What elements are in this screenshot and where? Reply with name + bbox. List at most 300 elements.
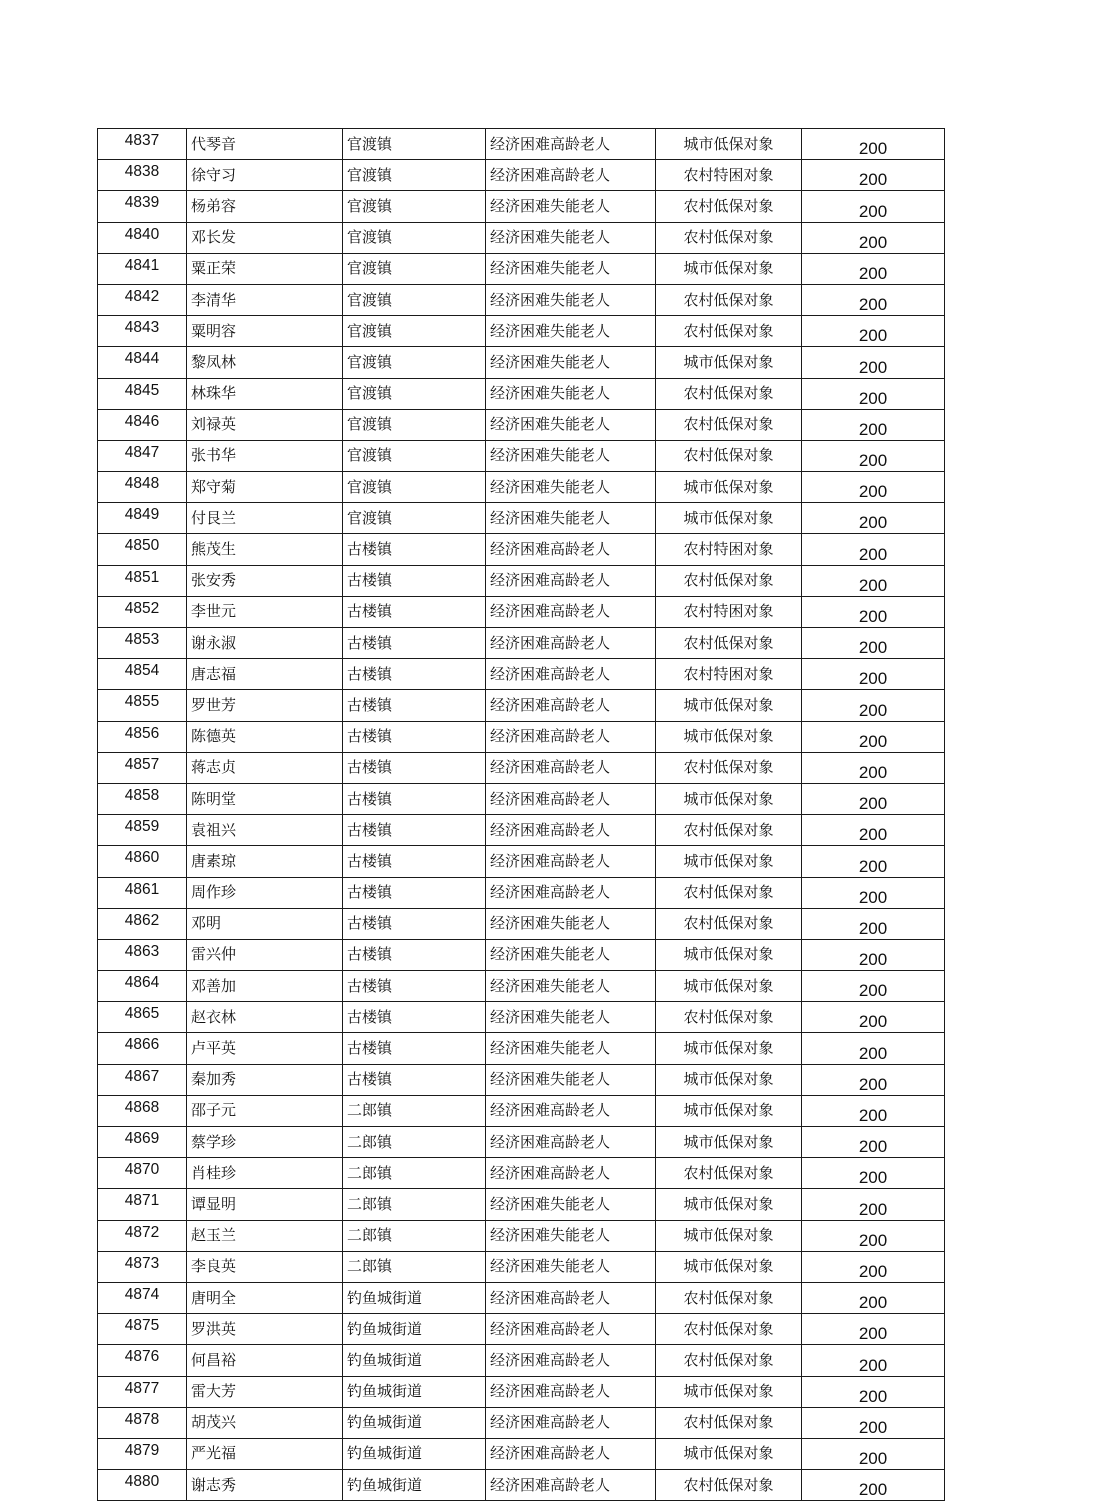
row-number-cell: 4870 [98, 1158, 187, 1189]
amount-cell: 200 [802, 1314, 945, 1345]
category-cell: 经济困难高龄老人 [486, 1407, 656, 1438]
category-cell: 经济困难高龄老人 [486, 877, 656, 908]
amount-cell: 200 [802, 1438, 945, 1469]
amount-cell: 200 [802, 877, 945, 908]
assistance-type-cell: 城市低保对象 [656, 253, 802, 284]
row-number-cell: 4857 [98, 752, 187, 783]
town-cell: 二郎镇 [343, 1158, 486, 1189]
town-cell: 古楼镇 [343, 971, 486, 1002]
table-row [98, 1251, 945, 1282]
table-row [98, 284, 945, 315]
row-number-cell: 4862 [98, 908, 187, 939]
assistance-type-cell: 农村低保对象 [656, 222, 802, 253]
person-name-cell: 唐素琼 [187, 846, 343, 877]
assistance-type-cell: 城市低保对象 [656, 129, 802, 160]
town-cell: 古楼镇 [343, 939, 486, 970]
amount-cell: 200 [802, 191, 945, 222]
row-number-cell: 4848 [98, 472, 187, 503]
assistance-type-cell: 城市低保对象 [656, 472, 802, 503]
amount-cell: 200 [802, 1251, 945, 1282]
person-name-cell: 邵子元 [187, 1095, 343, 1126]
amount-cell: 200 [802, 253, 945, 284]
table-row [98, 534, 945, 565]
row-number-cell: 4880 [98, 1470, 187, 1501]
category-cell: 经济困难失能老人 [486, 191, 656, 222]
assistance-type-cell: 农村低保对象 [656, 191, 802, 222]
table-row [98, 1314, 945, 1345]
category-cell: 经济困难失能老人 [486, 222, 656, 253]
town-cell: 二郎镇 [343, 1095, 486, 1126]
row-number-cell: 4863 [98, 939, 187, 970]
amount-cell: 200 [802, 690, 945, 721]
amount-cell: 200 [802, 1158, 945, 1189]
assistance-type-cell: 城市低保对象 [656, 846, 802, 877]
table-row [98, 347, 945, 378]
amount-cell: 200 [802, 815, 945, 846]
row-number-cell: 4853 [98, 628, 187, 659]
assistance-type-cell: 城市低保对象 [656, 690, 802, 721]
amount-cell: 200 [802, 503, 945, 534]
person-name-cell: 蒋志贞 [187, 752, 343, 783]
category-cell: 经济困难失能老人 [486, 378, 656, 409]
table-row [98, 222, 945, 253]
amount-cell: 200 [802, 1033, 945, 1064]
row-number-cell: 4844 [98, 347, 187, 378]
category-cell: 经济困难失能老人 [486, 1189, 656, 1220]
amount-cell: 200 [802, 222, 945, 253]
assistance-type-cell: 城市低保对象 [656, 1189, 802, 1220]
table-row [98, 815, 945, 846]
row-number-cell: 4869 [98, 1127, 187, 1158]
amount-cell: 200 [802, 1376, 945, 1407]
category-cell: 经济困难高龄老人 [486, 690, 656, 721]
table-body [98, 129, 945, 1501]
person-name-cell: 刘禄英 [187, 409, 343, 440]
category-cell: 经济困难高龄老人 [486, 783, 656, 814]
town-cell: 古楼镇 [343, 628, 486, 659]
town-cell: 钓鱼城街道 [343, 1345, 486, 1376]
category-cell: 经济困难失能老人 [486, 1064, 656, 1095]
table-row [98, 908, 945, 939]
category-cell: 经济困难失能老人 [486, 939, 656, 970]
category-cell: 经济困难高龄老人 [486, 534, 656, 565]
person-name-cell: 蔡学珍 [187, 1127, 343, 1158]
person-name-cell: 袁祖兴 [187, 815, 343, 846]
table-row [98, 1282, 945, 1313]
amount-cell: 200 [802, 939, 945, 970]
person-name-cell: 粟明容 [187, 316, 343, 347]
person-name-cell: 何昌裕 [187, 1345, 343, 1376]
town-cell: 古楼镇 [343, 659, 486, 690]
person-name-cell: 赵玉兰 [187, 1220, 343, 1251]
assistance-type-cell: 城市低保对象 [656, 1251, 802, 1282]
person-name-cell: 罗洪英 [187, 1314, 343, 1345]
assistance-type-cell: 农村低保对象 [656, 284, 802, 315]
row-number-cell: 4875 [98, 1314, 187, 1345]
row-number-cell: 4851 [98, 565, 187, 596]
amount-cell: 200 [802, 1189, 945, 1220]
table-row [98, 783, 945, 814]
table-row [98, 1407, 945, 1438]
town-cell: 钓鱼城街道 [343, 1438, 486, 1469]
assistance-type-cell: 农村特困对象 [656, 596, 802, 627]
person-name-cell: 邓善加 [187, 971, 343, 1002]
row-number-cell: 4876 [98, 1345, 187, 1376]
assistance-type-cell: 城市低保对象 [656, 503, 802, 534]
row-number-cell: 4837 [98, 129, 187, 160]
row-number-cell: 4858 [98, 783, 187, 814]
assistance-type-cell: 城市低保对象 [656, 1438, 802, 1469]
town-cell: 古楼镇 [343, 783, 486, 814]
table-row [98, 1064, 945, 1095]
amount-cell: 200 [802, 596, 945, 627]
row-number-cell: 4845 [98, 378, 187, 409]
assistance-type-cell: 城市低保对象 [656, 971, 802, 1002]
person-name-cell: 黎凤林 [187, 347, 343, 378]
row-number-cell: 4877 [98, 1376, 187, 1407]
category-cell: 经济困难高龄老人 [486, 1095, 656, 1126]
person-name-cell: 唐志福 [187, 659, 343, 690]
person-name-cell: 邓明 [187, 908, 343, 939]
category-cell: 经济困难失能老人 [486, 1251, 656, 1282]
person-name-cell: 秦加秀 [187, 1064, 343, 1095]
table-row [98, 1470, 945, 1501]
table-row [98, 877, 945, 908]
table-row [98, 503, 945, 534]
table-row [98, 1002, 945, 1033]
amount-cell: 200 [802, 846, 945, 877]
category-cell: 经济困难失能老人 [486, 409, 656, 440]
assistance-type-cell: 农村低保对象 [656, 565, 802, 596]
town-cell: 官渡镇 [343, 378, 486, 409]
table-row [98, 628, 945, 659]
amount-cell: 200 [802, 1095, 945, 1126]
person-name-cell: 陈德英 [187, 721, 343, 752]
category-cell: 经济困难高龄老人 [486, 1282, 656, 1313]
town-cell: 官渡镇 [343, 222, 486, 253]
row-number-cell: 4843 [98, 316, 187, 347]
person-name-cell: 雷兴仲 [187, 939, 343, 970]
town-cell: 官渡镇 [343, 440, 486, 471]
table-row [98, 690, 945, 721]
row-number-cell: 4872 [98, 1220, 187, 1251]
person-name-cell: 代琴音 [187, 129, 343, 160]
category-cell: 经济困难高龄老人 [486, 1438, 656, 1469]
person-name-cell: 胡茂兴 [187, 1407, 343, 1438]
amount-cell: 200 [802, 160, 945, 191]
assistance-type-cell: 农村特困对象 [656, 659, 802, 690]
row-number-cell: 4849 [98, 503, 187, 534]
amount-cell: 200 [802, 752, 945, 783]
row-number-cell: 4841 [98, 253, 187, 284]
town-cell: 官渡镇 [343, 347, 486, 378]
town-cell: 官渡镇 [343, 409, 486, 440]
row-number-cell: 4871 [98, 1189, 187, 1220]
row-number-cell: 4855 [98, 690, 187, 721]
category-cell: 经济困难高龄老人 [486, 565, 656, 596]
person-name-cell: 郑守菊 [187, 472, 343, 503]
assistance-type-cell: 农村低保对象 [656, 1314, 802, 1345]
assistance-type-cell: 农村低保对象 [656, 1345, 802, 1376]
person-name-cell: 谢志秀 [187, 1470, 343, 1501]
row-number-cell: 4868 [98, 1095, 187, 1126]
person-name-cell: 谢永淑 [187, 628, 343, 659]
town-cell: 钓鱼城街道 [343, 1282, 486, 1313]
person-name-cell: 卢平英 [187, 1033, 343, 1064]
town-cell: 古楼镇 [343, 1002, 486, 1033]
person-name-cell: 赵衣林 [187, 1002, 343, 1033]
category-cell: 经济困难失能老人 [486, 253, 656, 284]
category-cell: 经济困难高龄老人 [486, 1470, 656, 1501]
assistance-type-cell: 农村低保对象 [656, 1407, 802, 1438]
town-cell: 古楼镇 [343, 877, 486, 908]
table-row [98, 253, 945, 284]
table-row [98, 1345, 945, 1376]
row-number-cell: 4850 [98, 534, 187, 565]
amount-cell: 200 [802, 1345, 945, 1376]
amount-cell: 200 [802, 409, 945, 440]
amount-cell: 200 [802, 316, 945, 347]
town-cell: 古楼镇 [343, 721, 486, 752]
category-cell: 经济困难高龄老人 [486, 160, 656, 191]
category-cell: 经济困难失能老人 [486, 971, 656, 1002]
town-cell: 古楼镇 [343, 908, 486, 939]
assistance-type-cell: 农村低保对象 [656, 316, 802, 347]
category-cell: 经济困难高龄老人 [486, 752, 656, 783]
table-row [98, 378, 945, 409]
table-row [98, 1220, 945, 1251]
table-row [98, 752, 945, 783]
category-cell: 经济困难高龄老人 [486, 1158, 656, 1189]
category-cell: 经济困难高龄老人 [486, 1127, 656, 1158]
category-cell: 经济困难失能老人 [486, 1002, 656, 1033]
subsidy-table [97, 128, 945, 1501]
category-cell: 经济困难失能老人 [486, 1220, 656, 1251]
table-row [98, 160, 945, 191]
category-cell: 经济困难高龄老人 [486, 721, 656, 752]
amount-cell: 200 [802, 628, 945, 659]
row-number-cell: 4852 [98, 596, 187, 627]
row-number-cell: 4864 [98, 971, 187, 1002]
assistance-type-cell: 城市低保对象 [656, 1127, 802, 1158]
town-cell: 二郎镇 [343, 1220, 486, 1251]
row-number-cell: 4878 [98, 1407, 187, 1438]
person-name-cell: 周作珍 [187, 877, 343, 908]
assistance-type-cell: 农村低保对象 [656, 440, 802, 471]
table-row [98, 409, 945, 440]
amount-cell: 200 [802, 1002, 945, 1033]
person-name-cell: 严光福 [187, 1438, 343, 1469]
person-name-cell: 张书华 [187, 440, 343, 471]
town-cell: 二郎镇 [343, 1127, 486, 1158]
person-name-cell: 徐守习 [187, 160, 343, 191]
town-cell: 官渡镇 [343, 129, 486, 160]
row-number-cell: 4846 [98, 409, 187, 440]
amount-cell: 200 [802, 721, 945, 752]
category-cell: 经济困难高龄老人 [486, 596, 656, 627]
category-cell: 经济困难高龄老人 [486, 846, 656, 877]
category-cell: 经济困难失能老人 [486, 284, 656, 315]
town-cell: 古楼镇 [343, 534, 486, 565]
category-cell: 经济困难高龄老人 [486, 129, 656, 160]
row-number-cell: 4838 [98, 160, 187, 191]
assistance-type-cell: 农村低保对象 [656, 752, 802, 783]
town-cell: 二郎镇 [343, 1189, 486, 1220]
amount-cell: 200 [802, 284, 945, 315]
row-number-cell: 4867 [98, 1064, 187, 1095]
amount-cell: 200 [802, 783, 945, 814]
person-name-cell: 张安秀 [187, 565, 343, 596]
assistance-type-cell: 城市低保对象 [656, 347, 802, 378]
assistance-type-cell: 城市低保对象 [656, 1095, 802, 1126]
category-cell: 经济困难高龄老人 [486, 659, 656, 690]
table-row [98, 659, 945, 690]
amount-cell: 200 [802, 659, 945, 690]
person-name-cell: 肖桂珍 [187, 1158, 343, 1189]
town-cell: 古楼镇 [343, 815, 486, 846]
town-cell: 官渡镇 [343, 316, 486, 347]
category-cell: 经济困难高龄老人 [486, 1376, 656, 1407]
amount-cell: 200 [802, 347, 945, 378]
table-row [98, 846, 945, 877]
table-row [98, 565, 945, 596]
row-number-cell: 4859 [98, 815, 187, 846]
assistance-type-cell: 农村低保对象 [656, 1282, 802, 1313]
row-number-cell: 4861 [98, 877, 187, 908]
town-cell: 古楼镇 [343, 565, 486, 596]
person-name-cell: 雷大芳 [187, 1376, 343, 1407]
amount-cell: 200 [802, 472, 945, 503]
town-cell: 官渡镇 [343, 160, 486, 191]
assistance-type-cell: 城市低保对象 [656, 1033, 802, 1064]
assistance-type-cell: 城市低保对象 [656, 1064, 802, 1095]
person-name-cell: 罗世芳 [187, 690, 343, 721]
table-row [98, 191, 945, 222]
amount-cell: 200 [802, 1407, 945, 1438]
amount-cell: 200 [802, 129, 945, 160]
assistance-type-cell: 农村低保对象 [656, 1158, 802, 1189]
town-cell: 古楼镇 [343, 846, 486, 877]
row-number-cell: 4839 [98, 191, 187, 222]
town-cell: 官渡镇 [343, 503, 486, 534]
row-number-cell: 4865 [98, 1002, 187, 1033]
assistance-type-cell: 农村低保对象 [656, 409, 802, 440]
amount-cell: 200 [802, 1127, 945, 1158]
amount-cell: 200 [802, 1220, 945, 1251]
town-cell: 钓鱼城街道 [343, 1407, 486, 1438]
assistance-type-cell: 农村特困对象 [656, 534, 802, 565]
table-row [98, 1033, 945, 1064]
amount-cell: 200 [802, 1470, 945, 1501]
row-number-cell: 4874 [98, 1282, 187, 1313]
table-row [98, 316, 945, 347]
assistance-type-cell: 农村低保对象 [656, 378, 802, 409]
category-cell: 经济困难失能老人 [486, 347, 656, 378]
row-number-cell: 4860 [98, 846, 187, 877]
table-row [98, 1376, 945, 1407]
category-cell: 经济困难高龄老人 [486, 628, 656, 659]
assistance-type-cell: 农村低保对象 [656, 1002, 802, 1033]
person-name-cell: 陈明堂 [187, 783, 343, 814]
assistance-type-cell: 农村低保对象 [656, 628, 802, 659]
table-row [98, 129, 945, 160]
table-row [98, 1158, 945, 1189]
town-cell: 官渡镇 [343, 284, 486, 315]
assistance-type-cell: 农村低保对象 [656, 877, 802, 908]
row-number-cell: 4866 [98, 1033, 187, 1064]
assistance-type-cell: 城市低保对象 [656, 1376, 802, 1407]
assistance-type-cell: 城市低保对象 [656, 1220, 802, 1251]
table-row [98, 1438, 945, 1469]
town-cell: 官渡镇 [343, 253, 486, 284]
assistance-type-cell: 城市低保对象 [656, 783, 802, 814]
town-cell: 古楼镇 [343, 1064, 486, 1095]
category-cell: 经济困难失能老人 [486, 472, 656, 503]
person-name-cell: 付艮兰 [187, 503, 343, 534]
row-number-cell: 4873 [98, 1251, 187, 1282]
person-name-cell: 李清华 [187, 284, 343, 315]
category-cell: 经济困难失能老人 [486, 908, 656, 939]
table-row [98, 472, 945, 503]
amount-cell: 200 [802, 565, 945, 596]
assistance-type-cell: 农村低保对象 [656, 1470, 802, 1501]
category-cell: 经济困难高龄老人 [486, 815, 656, 846]
person-name-cell: 林珠华 [187, 378, 343, 409]
row-number-cell: 4847 [98, 440, 187, 471]
table-row [98, 971, 945, 1002]
town-cell: 钓鱼城街道 [343, 1470, 486, 1501]
person-name-cell: 唐明全 [187, 1282, 343, 1313]
table-row [98, 596, 945, 627]
person-name-cell: 李世元 [187, 596, 343, 627]
category-cell: 经济困难失能老人 [486, 1033, 656, 1064]
town-cell: 钓鱼城街道 [343, 1314, 486, 1345]
table-row [98, 440, 945, 471]
amount-cell: 200 [802, 378, 945, 409]
assistance-type-cell: 农村低保对象 [656, 908, 802, 939]
person-name-cell: 粟正荣 [187, 253, 343, 284]
amount-cell: 200 [802, 1282, 945, 1313]
amount-cell: 200 [802, 1064, 945, 1095]
amount-cell: 200 [802, 440, 945, 471]
table-row [98, 1095, 945, 1126]
town-cell: 古楼镇 [343, 1033, 486, 1064]
town-cell: 钓鱼城街道 [343, 1376, 486, 1407]
amount-cell: 200 [802, 534, 945, 565]
person-name-cell: 熊茂生 [187, 534, 343, 565]
town-cell: 二郎镇 [343, 1251, 486, 1282]
table-row [98, 1127, 945, 1158]
town-cell: 古楼镇 [343, 596, 486, 627]
assistance-type-cell: 农村特困对象 [656, 160, 802, 191]
town-cell: 古楼镇 [343, 690, 486, 721]
person-name-cell: 谭显明 [187, 1189, 343, 1220]
person-name-cell: 杨弟容 [187, 191, 343, 222]
row-number-cell: 4879 [98, 1438, 187, 1469]
amount-cell: 200 [802, 971, 945, 1002]
person-name-cell: 邓长发 [187, 222, 343, 253]
town-cell: 官渡镇 [343, 191, 486, 222]
table-row [98, 721, 945, 752]
assistance-type-cell: 城市低保对象 [656, 721, 802, 752]
row-number-cell: 4842 [98, 284, 187, 315]
row-number-cell: 4840 [98, 222, 187, 253]
town-cell: 官渡镇 [343, 472, 486, 503]
table-row [98, 939, 945, 970]
assistance-type-cell: 农村低保对象 [656, 815, 802, 846]
amount-cell: 200 [802, 908, 945, 939]
category-cell: 经济困难失能老人 [486, 503, 656, 534]
